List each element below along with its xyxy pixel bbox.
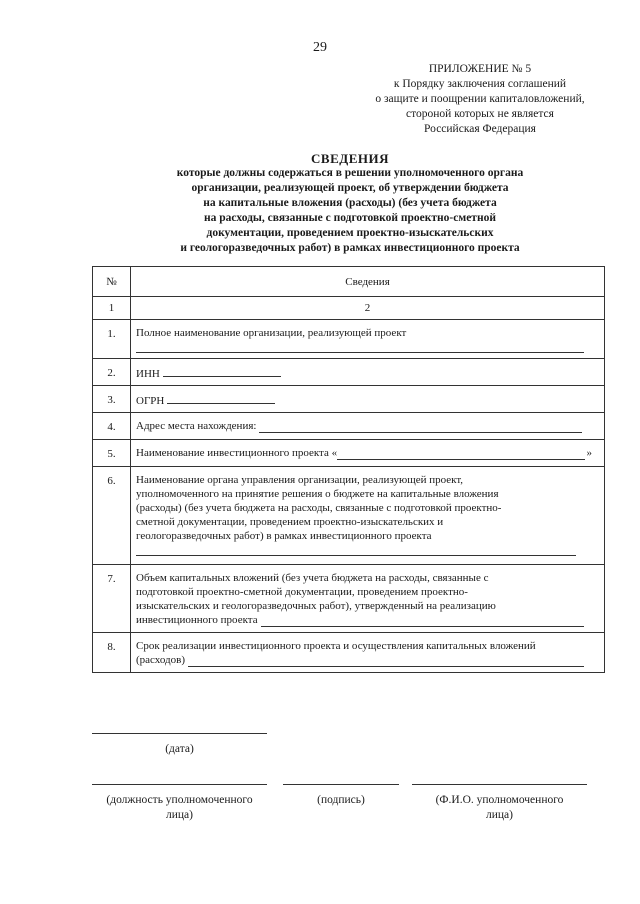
- table-row: [93, 565, 605, 633]
- appendix-line: к Порядку заключения соглашений: [393, 78, 567, 90]
- row-text-line: Объем капитальных вложений (без учета бюджета на расходы, связанные с: [136, 572, 489, 584]
- address-field[interactable]: [259, 421, 582, 433]
- row-number: 8.: [93, 633, 131, 673]
- subtitle-line: документации, проведением проектно-изыскательских: [206, 227, 494, 239]
- column-header-info: Сведения: [131, 267, 605, 297]
- inn-field[interactable]: [163, 365, 281, 377]
- subtitle-line: и геологоразведочных работ) в рамках инвестиционного проекта: [180, 242, 520, 254]
- signature-line[interactable]: [283, 784, 399, 785]
- column-index-info: 2: [131, 297, 605, 320]
- investment-volume-field[interactable]: [261, 615, 584, 627]
- row-content: [131, 359, 605, 386]
- row-text-line: геологоразведочных работ) в рамках инвестиционного проекта: [136, 530, 432, 542]
- name-signature-line[interactable]: [412, 784, 587, 785]
- row-number: 2.: [93, 359, 131, 386]
- row-number: 3.: [93, 386, 131, 413]
- position-signature-line[interactable]: [92, 784, 267, 785]
- row-text-line: Наименование органа управления организации, реализующей проект,: [136, 474, 464, 486]
- appendix-line: стороной которых не является: [406, 108, 554, 120]
- table-row: [93, 359, 605, 386]
- name-label: [402, 793, 597, 823]
- row-text: ИНН: [136, 368, 160, 380]
- row-text-line: Срок реализации инвестиционного проекта и осуществления капитальных вложений: [136, 640, 536, 652]
- subtitle-line: на капитальные вложения (расходы) (без учета бюджета: [203, 197, 497, 209]
- table-row: [93, 386, 605, 413]
- subtitle-line: организации, реализующей проект, об утверждении бюджета: [191, 182, 509, 194]
- row-text: Адрес места нахождения:: [136, 420, 257, 432]
- table-row: [93, 320, 605, 359]
- name-label-line: лица): [486, 809, 513, 821]
- row-text-line: подготовкой проектно-сметной документации, проведением проектно-: [136, 586, 468, 598]
- table-row: [93, 440, 605, 467]
- row-content: [131, 467, 605, 565]
- row-text: Полное наименование организации, реализующей проект: [136, 327, 407, 339]
- page-number: 29: [313, 40, 327, 55]
- organization-name-field[interactable]: [136, 340, 584, 353]
- date-label: (дата): [165, 743, 194, 755]
- signature-label: (подпись): [317, 794, 365, 806]
- row-number: 4.: [93, 413, 131, 440]
- row-content: [131, 320, 605, 359]
- table-header-row: [93, 267, 605, 297]
- position-label-line: (должность уполномоченного: [106, 794, 253, 806]
- appendix-line: Российская Федерация: [424, 123, 536, 135]
- row-content: [131, 633, 605, 673]
- position-label-line: лица): [166, 809, 193, 821]
- row-text-line: уполномоченного на принятие решения о бюджете на капитальные вложения: [136, 488, 499, 500]
- row-content: [131, 413, 605, 440]
- row-text-line: (расходы) (без учета бюджета на расходы, связанные с подготовкой проектно-: [136, 502, 502, 514]
- closing-quote: »: [586, 447, 592, 459]
- appendix-header: [350, 62, 610, 137]
- row-text-line: сметной документации, проведением проектно-изыскательских и: [136, 516, 444, 528]
- row-number: 7.: [93, 565, 131, 633]
- table-row: [93, 413, 605, 440]
- column-index-row: [93, 297, 605, 320]
- row-text: ОГРН: [136, 395, 165, 407]
- subtitle-line: которые должны содержаться в решении уполномоченного органа: [176, 167, 524, 179]
- management-body-field[interactable]: [136, 543, 576, 556]
- row-number: 1.: [93, 320, 131, 359]
- subtitle-line: на расходы, связанные с подготовкой проектно-сметной: [204, 212, 496, 224]
- document-subtitle: [120, 166, 580, 256]
- row-number: 5.: [93, 440, 131, 467]
- column-header-number: №: [93, 267, 131, 297]
- row-text-line: инвестиционного проекта: [136, 614, 258, 626]
- document-title: СВЕДЕНИЯ: [311, 151, 389, 166]
- row-number: 6.: [93, 467, 131, 565]
- row-text-line: изыскательских и геологоразведочных работ), утвержденный на реализацию: [136, 600, 496, 612]
- appendix-line: о защите и поощрении капиталовложений,: [375, 93, 585, 105]
- table-row: [93, 467, 605, 565]
- appendix-title: ПРИЛОЖЕНИЕ № 5: [428, 63, 532, 75]
- project-name-field[interactable]: [337, 448, 584, 460]
- implementation-period-field[interactable]: [188, 655, 584, 667]
- row-text: Наименование инвестиционного проекта «: [136, 447, 338, 459]
- information-table: [92, 266, 605, 673]
- name-label-line: (Ф.И.О. уполномоченного: [435, 794, 564, 806]
- table-row: [93, 633, 605, 673]
- row-content: [131, 440, 605, 467]
- row-content: [131, 565, 605, 633]
- column-index-number: 1: [93, 297, 131, 320]
- row-content: [131, 386, 605, 413]
- date-signature-line[interactable]: [92, 733, 267, 734]
- row-text-line: (расходов): [136, 654, 186, 666]
- ogrn-field[interactable]: [167, 392, 275, 404]
- position-label: [82, 793, 277, 823]
